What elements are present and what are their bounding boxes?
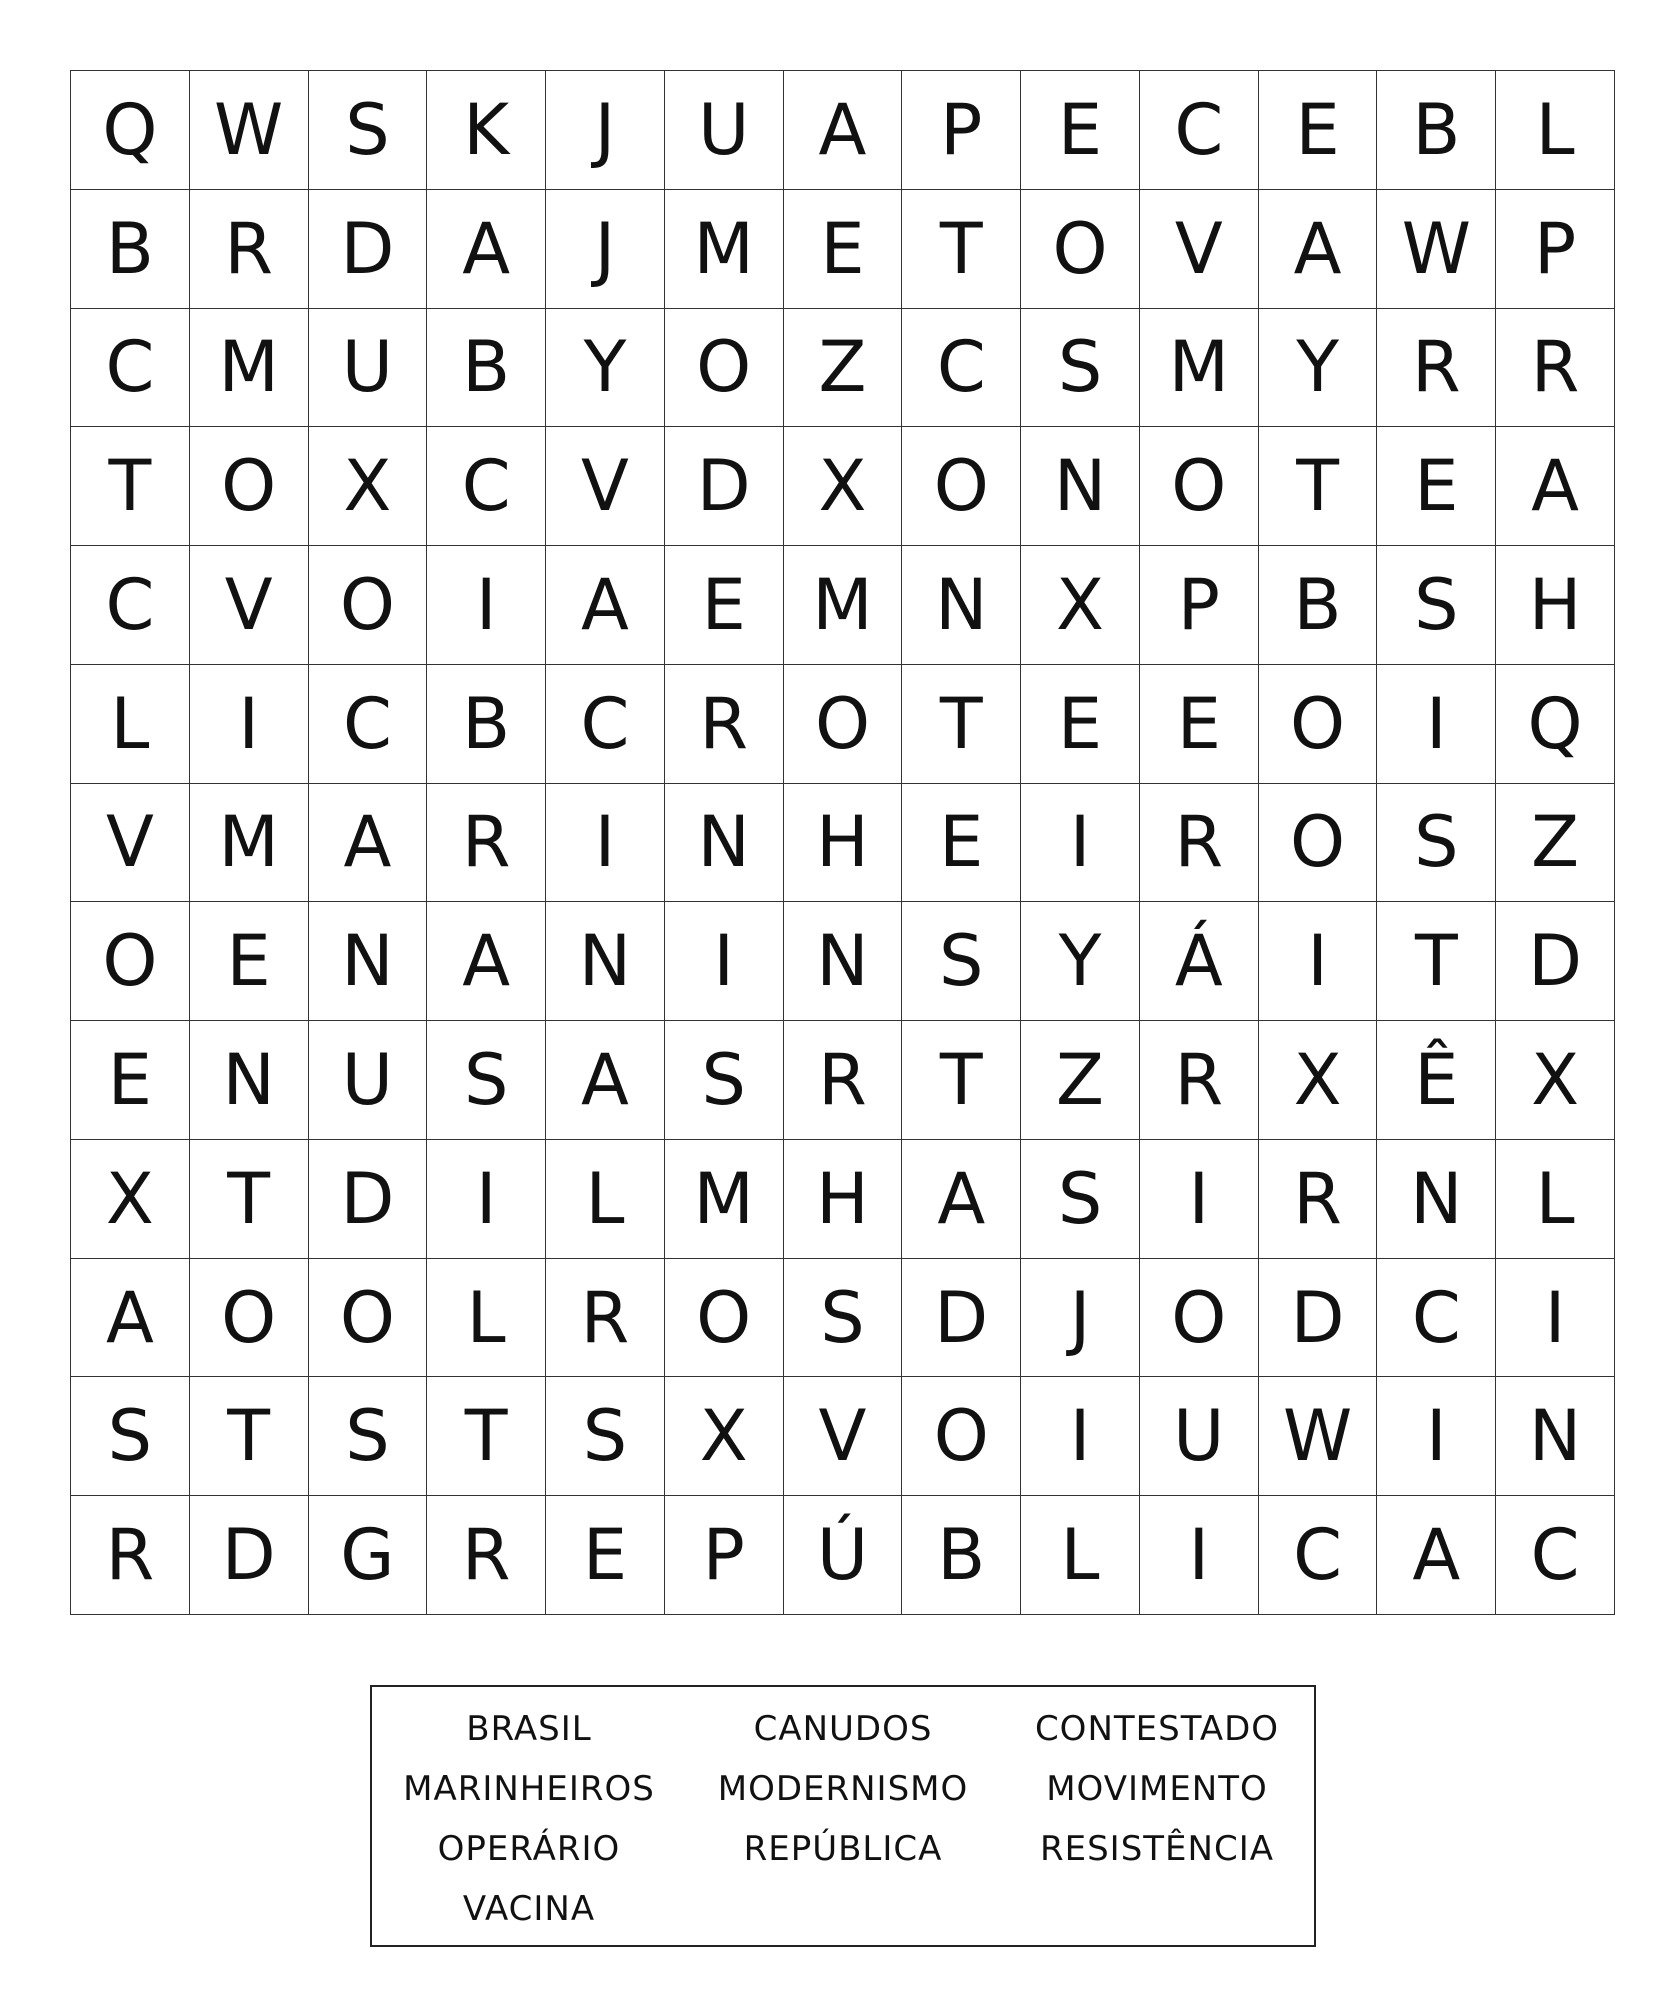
grid-cell[interactable]: R bbox=[546, 1259, 665, 1378]
grid-cell[interactable]: D bbox=[902, 1259, 1021, 1378]
grid-cell[interactable]: I bbox=[427, 1140, 546, 1259]
grid-cell[interactable]: C bbox=[1496, 1496, 1615, 1615]
grid-cell[interactable]: L bbox=[1496, 1140, 1615, 1259]
grid-cell[interactable]: P bbox=[665, 1496, 784, 1615]
grid-cell[interactable]: M bbox=[665, 1140, 784, 1259]
grid-cell[interactable]: S bbox=[71, 1377, 190, 1496]
grid-cell[interactable]: C bbox=[1259, 1496, 1378, 1615]
grid-cell[interactable]: M bbox=[190, 309, 309, 428]
grid-cell[interactable]: G bbox=[309, 1496, 428, 1615]
grid-cell[interactable]: X bbox=[784, 427, 903, 546]
grid-cell[interactable]: O bbox=[309, 546, 428, 665]
grid-cell[interactable]: V bbox=[1140, 190, 1259, 309]
grid-cell[interactable]: Q bbox=[71, 71, 190, 190]
grid-cell[interactable]: S bbox=[427, 1021, 546, 1140]
grid-cell[interactable]: W bbox=[190, 71, 309, 190]
grid-cell[interactable]: Z bbox=[784, 309, 903, 428]
grid-cell[interactable]: P bbox=[1496, 190, 1615, 309]
grid-cell[interactable]: S bbox=[902, 902, 1021, 1021]
grid-cell[interactable]: E bbox=[1140, 665, 1259, 784]
grid-cell[interactable]: I bbox=[1021, 784, 1140, 903]
grid-cell[interactable]: N bbox=[1496, 1377, 1615, 1496]
grid-cell[interactable]: I bbox=[1259, 902, 1378, 1021]
grid-cell[interactable]: B bbox=[427, 309, 546, 428]
grid-cell[interactable]: P bbox=[902, 71, 1021, 190]
grid-cell[interactable]: M bbox=[784, 546, 903, 665]
grid-cell[interactable]: B bbox=[71, 190, 190, 309]
grid-cell[interactable]: O bbox=[665, 1259, 784, 1378]
grid-cell[interactable]: X bbox=[71, 1140, 190, 1259]
grid-cell[interactable]: R bbox=[427, 784, 546, 903]
grid-cell[interactable]: N bbox=[1377, 1140, 1496, 1259]
grid-cell[interactable]: O bbox=[1021, 190, 1140, 309]
grid-cell[interactable]: Z bbox=[1021, 1021, 1140, 1140]
grid-cell[interactable]: S bbox=[309, 1377, 428, 1496]
grid-cell[interactable]: N bbox=[309, 902, 428, 1021]
grid-cell[interactable]: E bbox=[1021, 665, 1140, 784]
grid-cell[interactable]: A bbox=[1496, 427, 1615, 546]
grid-cell[interactable]: X bbox=[1021, 546, 1140, 665]
grid-cell[interactable]: T bbox=[190, 1140, 309, 1259]
grid-cell[interactable]: R bbox=[1259, 1140, 1378, 1259]
grid-cell[interactable]: R bbox=[1140, 1021, 1259, 1140]
word-list-item: RESISTÊNCIA bbox=[1039, 1829, 1274, 1869]
grid-cell[interactable]: D bbox=[665, 427, 784, 546]
grid-cell[interactable]: T bbox=[190, 1377, 309, 1496]
grid-cell[interactable]: B bbox=[902, 1496, 1021, 1615]
grid-cell[interactable]: J bbox=[546, 190, 665, 309]
grid-cell[interactable]: N bbox=[784, 902, 903, 1021]
grid-cell[interactable]: U bbox=[1140, 1377, 1259, 1496]
grid-cell[interactable]: O bbox=[784, 665, 903, 784]
grid-cell[interactable]: O bbox=[309, 1259, 428, 1378]
grid-cell[interactable]: I bbox=[1377, 665, 1496, 784]
grid-cell[interactable]: T bbox=[1259, 427, 1378, 546]
grid-cell[interactable]: Á bbox=[1140, 902, 1259, 1021]
grid-cell[interactable]: X bbox=[1259, 1021, 1378, 1140]
grid-cell[interactable]: T bbox=[902, 1021, 1021, 1140]
grid-cell[interactable]: R bbox=[190, 190, 309, 309]
grid-cell[interactable]: H bbox=[784, 1140, 903, 1259]
grid-cell[interactable]: A bbox=[427, 190, 546, 309]
grid-cell[interactable]: A bbox=[309, 784, 428, 903]
grid-cell[interactable]: U bbox=[309, 309, 428, 428]
letter-grid bbox=[70, 70, 1615, 1615]
grid-cell[interactable]: V bbox=[71, 784, 190, 903]
grid-cell[interactable]: M bbox=[665, 190, 784, 309]
grid-cell[interactable]: L bbox=[71, 665, 190, 784]
grid-cell[interactable]: A bbox=[784, 71, 903, 190]
grid-cell[interactable]: R bbox=[427, 1496, 546, 1615]
grid-cell[interactable]: J bbox=[1021, 1259, 1140, 1378]
grid-cell[interactable]: Q bbox=[1496, 665, 1615, 784]
grid-cell[interactable]: T bbox=[71, 427, 190, 546]
grid-cell[interactable]: I bbox=[1140, 1140, 1259, 1259]
grid-cell[interactable]: I bbox=[190, 665, 309, 784]
grid-cell[interactable]: D bbox=[1496, 902, 1615, 1021]
grid-cell[interactable]: V bbox=[546, 427, 665, 546]
grid-cell[interactable]: E bbox=[546, 1496, 665, 1615]
grid-cell[interactable]: A bbox=[546, 1021, 665, 1140]
grid-cell[interactable]: W bbox=[1259, 1377, 1378, 1496]
grid-cell[interactable]: A bbox=[1259, 190, 1378, 309]
grid-cell[interactable]: Z bbox=[1496, 784, 1615, 903]
grid-cell[interactable]: N bbox=[190, 1021, 309, 1140]
grid-cell[interactable]: T bbox=[427, 1377, 546, 1496]
grid-cell[interactable]: A bbox=[546, 546, 665, 665]
grid-cell[interactable]: S bbox=[1021, 1140, 1140, 1259]
grid-cell[interactable]: Y bbox=[546, 309, 665, 428]
grid-cell[interactable]: O bbox=[71, 902, 190, 1021]
grid-cell[interactable]: E bbox=[1021, 71, 1140, 190]
grid-cell[interactable]: T bbox=[1377, 902, 1496, 1021]
grid-cell[interactable]: O bbox=[1259, 784, 1378, 903]
grid-cell[interactable]: B bbox=[427, 665, 546, 784]
grid-cell[interactable]: I bbox=[427, 546, 546, 665]
grid-cell[interactable]: Ê bbox=[1377, 1021, 1496, 1140]
grid-cell[interactable]: E bbox=[190, 902, 309, 1021]
grid-cell[interactable]: O bbox=[1140, 1259, 1259, 1378]
grid-cell[interactable]: S bbox=[546, 1377, 665, 1496]
grid-cell[interactable]: I bbox=[546, 784, 665, 903]
grid-cell[interactable]: C bbox=[71, 546, 190, 665]
grid-cell[interactable]: C bbox=[1377, 1259, 1496, 1378]
grid-cell[interactable]: V bbox=[784, 1377, 903, 1496]
grid-cell[interactable]: A bbox=[71, 1259, 190, 1378]
grid-cell[interactable]: Y bbox=[1259, 309, 1378, 428]
grid-cell[interactable]: I bbox=[1021, 1377, 1140, 1496]
grid-cell[interactable]: S bbox=[309, 71, 428, 190]
grid-cell[interactable]: S bbox=[784, 1259, 903, 1378]
grid-cell[interactable]: M bbox=[1140, 309, 1259, 428]
grid-cell[interactable]: J bbox=[546, 71, 665, 190]
grid-cell[interactable]: S bbox=[665, 1021, 784, 1140]
word-list-item: MODERNISMO bbox=[717, 1769, 969, 1809]
grid-cell[interactable]: D bbox=[1259, 1259, 1378, 1378]
grid-cell[interactable]: U bbox=[309, 1021, 428, 1140]
word-list-item: OPERÁRIO bbox=[437, 1829, 621, 1869]
grid-cell[interactable]: L bbox=[427, 1259, 546, 1378]
word-list-item: CANUDOS bbox=[753, 1709, 933, 1749]
grid-cell[interactable]: H bbox=[784, 784, 903, 903]
grid-cell[interactable]: C bbox=[309, 665, 428, 784]
grid-cell[interactable]: L bbox=[1496, 71, 1615, 190]
grid-cell[interactable]: I bbox=[665, 902, 784, 1021]
grid-cell[interactable]: H bbox=[1496, 546, 1615, 665]
grid-cell[interactable]: S bbox=[1377, 546, 1496, 665]
grid-cell[interactable]: E bbox=[71, 1021, 190, 1140]
grid-cell[interactable]: C bbox=[546, 665, 665, 784]
grid-cell[interactable]: C bbox=[71, 309, 190, 428]
word-list-item: MARINHEIROS bbox=[403, 1769, 655, 1809]
grid-cell[interactable]: R bbox=[665, 665, 784, 784]
grid-cell[interactable]: R bbox=[1377, 309, 1496, 428]
grid-cell[interactable]: C bbox=[902, 309, 1021, 428]
grid-cell[interactable]: O bbox=[1259, 665, 1378, 784]
grid-cell[interactable]: E bbox=[1259, 71, 1378, 190]
grid-cell[interactable]: B bbox=[1377, 71, 1496, 190]
grid-cell[interactable]: R bbox=[784, 1021, 903, 1140]
grid-cell[interactable]: T bbox=[902, 190, 1021, 309]
grid-cell[interactable]: S bbox=[1021, 309, 1140, 428]
word-list-item: REPÚBLICA bbox=[743, 1829, 943, 1869]
grid-cell[interactable]: O bbox=[902, 1377, 1021, 1496]
grid-cell[interactable]: E bbox=[1377, 427, 1496, 546]
word-list bbox=[370, 1685, 1316, 1947]
grid-cell[interactable]: X bbox=[309, 427, 428, 546]
grid-cell[interactable]: O bbox=[190, 427, 309, 546]
grid-cell[interactable]: O bbox=[1140, 427, 1259, 546]
grid-cell[interactable]: Ú bbox=[784, 1496, 903, 1615]
grid-cell[interactable]: C bbox=[427, 427, 546, 546]
grid-cell[interactable]: N bbox=[902, 546, 1021, 665]
grid-cell[interactable]: D bbox=[309, 190, 428, 309]
grid-cell[interactable]: I bbox=[1496, 1259, 1615, 1378]
grid-cell[interactable]: T bbox=[902, 665, 1021, 784]
grid-cell[interactable]: S bbox=[1377, 784, 1496, 903]
grid-cell[interactable]: D bbox=[309, 1140, 428, 1259]
grid-cell[interactable]: W bbox=[1377, 190, 1496, 309]
word-list-item: BRASIL bbox=[466, 1709, 592, 1749]
grid-cell[interactable]: C bbox=[1140, 71, 1259, 190]
grid-cell[interactable]: Y bbox=[1021, 902, 1140, 1021]
grid-cell[interactable]: N bbox=[665, 784, 784, 903]
grid-cell[interactable]: R bbox=[71, 1496, 190, 1615]
grid-cell[interactable]: D bbox=[190, 1496, 309, 1615]
word-list-item: CONTESTADO bbox=[1034, 1709, 1280, 1749]
grid-cell[interactable]: V bbox=[190, 546, 309, 665]
grid-cell[interactable]: O bbox=[665, 309, 784, 428]
word-list-item: VACINA bbox=[462, 1889, 596, 1929]
grid-cell[interactable]: R bbox=[1140, 784, 1259, 903]
grid-cell[interactable]: X bbox=[1496, 1021, 1615, 1140]
grid-cell[interactable]: E bbox=[902, 784, 1021, 903]
grid-cell[interactable]: B bbox=[1259, 546, 1378, 665]
grid-cell[interactable]: L bbox=[1021, 1496, 1140, 1615]
grid-cell[interactable]: P bbox=[1140, 546, 1259, 665]
grid-cell[interactable]: K bbox=[427, 71, 546, 190]
grid-cell[interactable]: E bbox=[784, 190, 903, 309]
grid-cell[interactable]: A bbox=[902, 1140, 1021, 1259]
grid-cell[interactable]: L bbox=[546, 1140, 665, 1259]
word-list-item: MOVIMENTO bbox=[1046, 1769, 1268, 1809]
grid-cell[interactable]: M bbox=[190, 784, 309, 903]
grid-cell[interactable]: N bbox=[546, 902, 665, 1021]
grid-cell[interactable]: O bbox=[902, 427, 1021, 546]
grid-cell[interactable]: I bbox=[1140, 1496, 1259, 1615]
grid-cell[interactable]: R bbox=[1496, 309, 1615, 428]
grid-cell[interactable]: U bbox=[665, 71, 784, 190]
grid-cell[interactable]: N bbox=[1021, 427, 1140, 546]
grid-cell[interactable]: X bbox=[665, 1377, 784, 1496]
grid-cell[interactable]: A bbox=[1377, 1496, 1496, 1615]
grid-cell[interactable]: I bbox=[1377, 1377, 1496, 1496]
grid-cell[interactable]: O bbox=[190, 1259, 309, 1378]
grid-cell[interactable]: E bbox=[665, 546, 784, 665]
grid-cell[interactable]: A bbox=[427, 902, 546, 1021]
